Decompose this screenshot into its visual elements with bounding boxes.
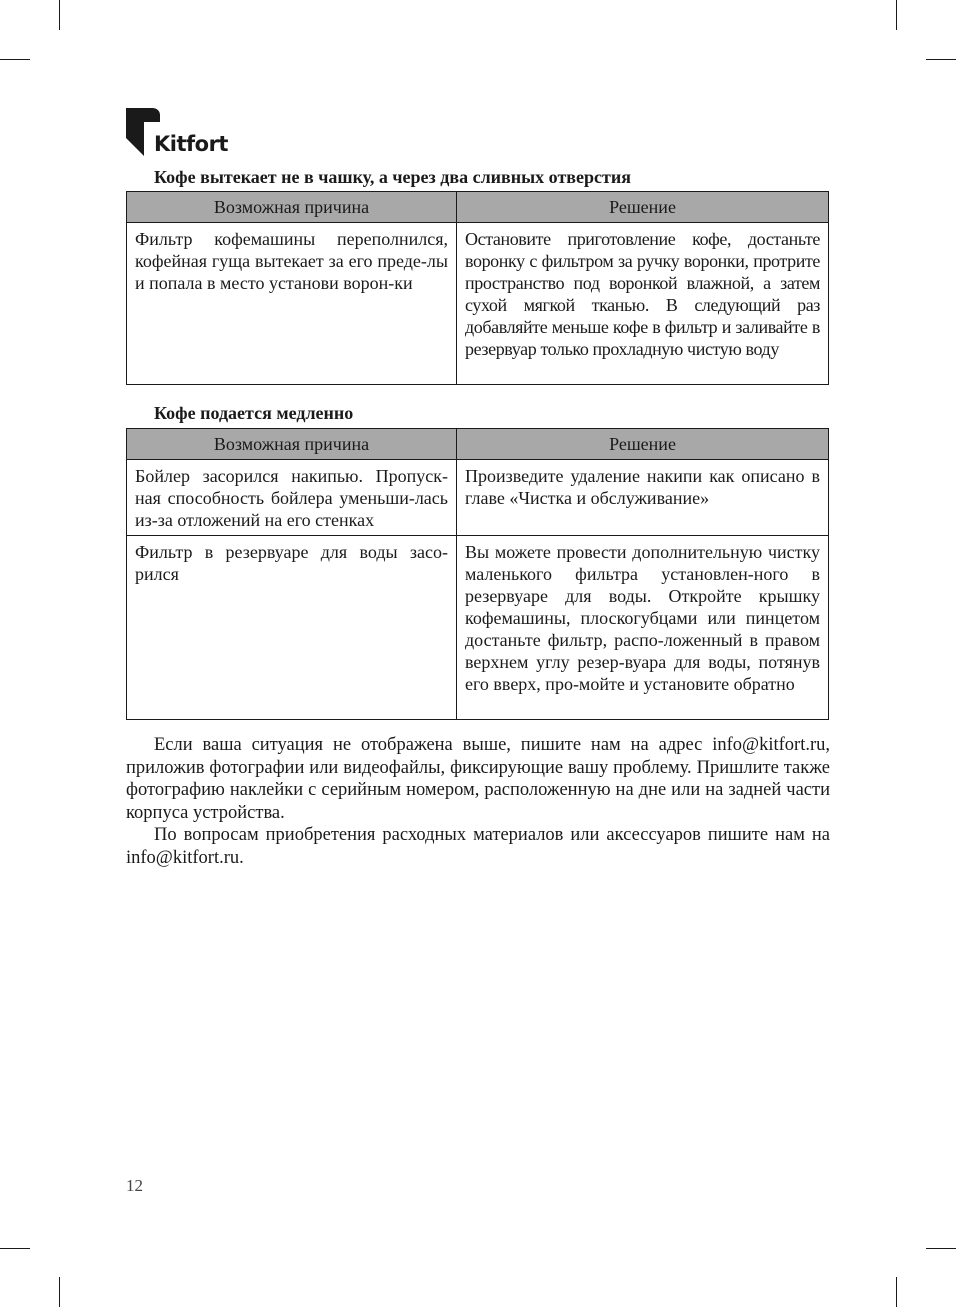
table-row — [127, 460, 829, 536]
header-solution: Решение — [457, 192, 829, 223]
crop-mark — [0, 59, 30, 60]
crop-mark — [0, 1248, 30, 1249]
crop-mark — [926, 1248, 956, 1249]
table-row — [127, 536, 829, 720]
cause-cell: Фильтр в резервуаре для воды засо-рился — [127, 536, 457, 720]
solution-cell: Произведите удаление накипи как описано в главе «Чистка и обслуживание» — [457, 460, 829, 536]
header-solution: Решение — [457, 429, 829, 460]
crop-mark — [926, 59, 956, 60]
cause-cell: Фильтр кофемашины переполнился, кофейная гуща вытекает за его преде-лы и попала в место установи ворон-ки — [127, 223, 457, 385]
table-header-row — [127, 192, 829, 223]
solution-cell: Остановите приготовление кофе, достаньте воронку с фильтром за ручку воронки, протрите пространство под воронкой влажной, а затем сухой мягкой тканью. В следующий раз добавляйте меньше кофе в фильтр и заливайте в резервуар только прохладную чистую воду — [457, 223, 829, 385]
solution-cell: Вы можете провести дополнительную чистку маленького фильтра установлен-ного в резервуаре для воды. Откройте крышку кофемашины, плоскогубцами или пинцетом достаньте фильтр, распо-ложенный в правом верхнем углу резер-вуара для воды, потянув его вверх, про-мойте и установите обратно — [457, 536, 829, 720]
paragraph: Если ваша ситуация не отображена выше, пишите нам на адрес info@kitfort.ru, приложив фотографии или видеофайлы, фиксирующие вашу проблему. Пришлите также фотографию наклейки с серийным номером, расположенную на дне или на задней части корпуса устройства. — [126, 735, 830, 823]
crop-mark — [59, 1277, 60, 1307]
troubleshooting-table — [126, 191, 829, 385]
brand-logo — [126, 108, 246, 158]
crop-mark — [896, 1277, 897, 1307]
crop-mark — [59, 0, 60, 30]
header-cause: Возможная причина — [127, 429, 457, 460]
section-title: Кофе подается медленно — [154, 403, 354, 423]
paragraph: По вопросам приобретения расходных материалов или аксессуаров пишите нам на info@kitfort.ru. — [126, 825, 830, 868]
contact-text — [126, 734, 830, 869]
brand-wordmark: Kitfort — [154, 132, 228, 156]
troubleshooting-table — [126, 428, 829, 720]
section-title: Кофе вытекает не в чашку, а через два сливных отверстия — [154, 167, 631, 187]
header-cause: Возможная причина — [127, 192, 457, 223]
table-header-row — [127, 429, 829, 460]
table-row — [127, 223, 829, 385]
page-number: 12 — [126, 1176, 143, 1195]
cause-cell: Бойлер засорился накипью. Пропуск-ная способность бойлера уменьши-лась из-за отложений на его стенках — [127, 460, 457, 536]
crop-mark — [896, 0, 897, 30]
